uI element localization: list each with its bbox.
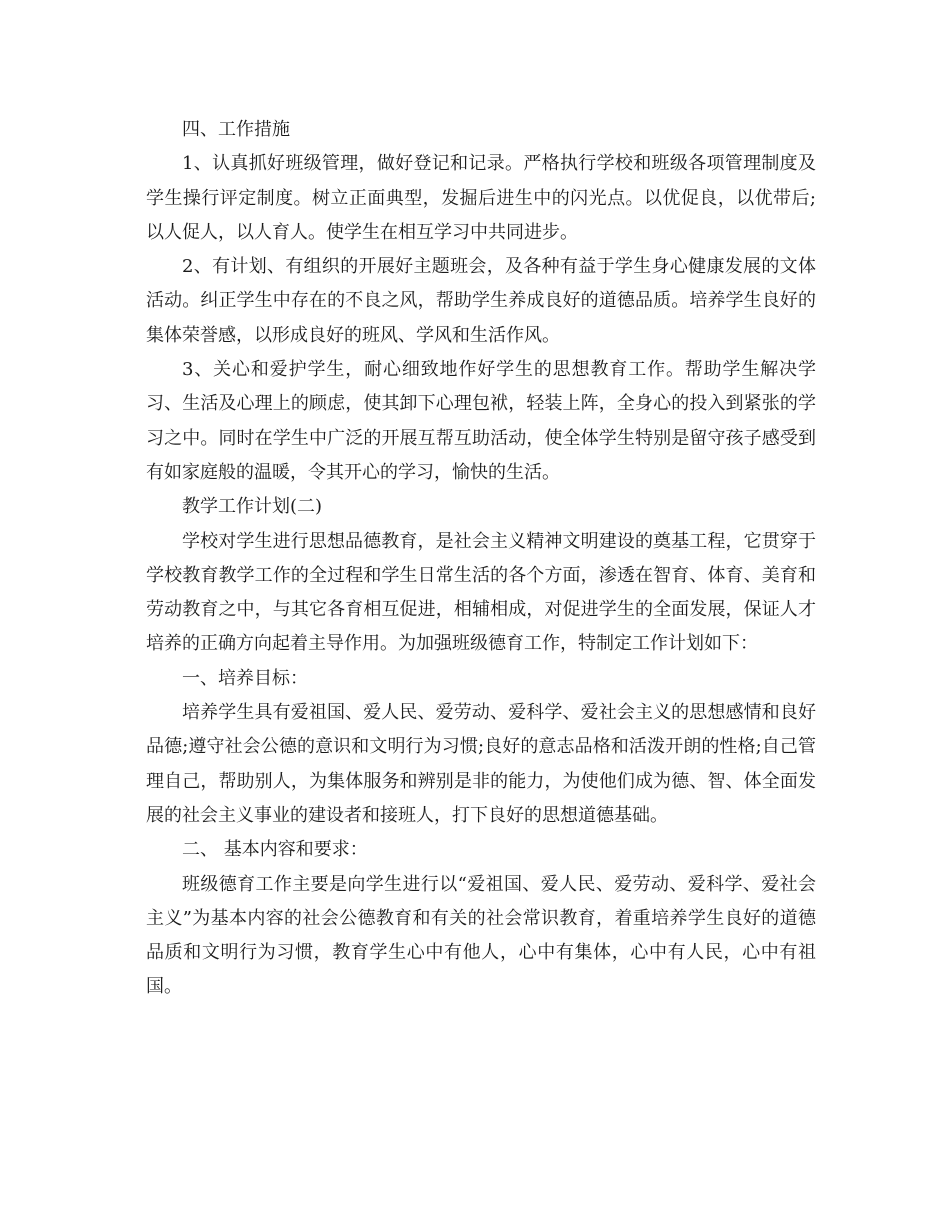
paragraph-measure-2: 2、有计划、有组织的开展好主题班会，及各种有益于学生身心健康发展的文体活动。纠正学生中存在的不良之风，帮助学生养成良好的道德品质。培养学生良好的集体荣誉感，以形成良好的班风、学风和生活作风。 — [146, 256, 816, 346]
section-heading-basic-content: 二、 基本内容和要求： — [182, 839, 368, 861]
paragraph-intro: 学校对学生进行思想品德教育，是社会主义精神文明建设的奠基工程，它贯穿于学校教育教学工作的全过程和学生日常生活的各个方面，渗透在智育、体育、美育和劳动教育之中，与其它各育相互促进，相辅相成，对促进学生的全面发展，保证人才培养的正确方向起着主导作用。为加强班级德育工作，特制定工作计划如下： — [146, 530, 816, 655]
paragraph-measure-1: 1、认真抓好班级管理，做好登记和记录。严格执行学校和班级各项管理制度及学生操行评定制度。树立正面典型，发掘后进生中的闪光点。以优促良，以优带后;以人促人，以人育人。使学生在相互学习中共同进步。 — [146, 153, 816, 243]
section-heading-teaching-plan-2: 教学工作计划(二) — [182, 496, 323, 518]
section-heading-work-measures: 四、工作措施 — [182, 119, 290, 140]
paragraph-training-goals: 培养学生具有爱祖国、爱人民、爱劳动、爱科学、爱社会主义的思想感情和良好品德;遵守社会公德的意识和文明行为习惯;良好的意志品格和活泼开朗的性格;自己管理自己，帮助别人，为集体服务和辨别是非的能力，为使他们成为德、智、体全面发展的社会主义事业的建设者和接班人，打下良好的思想道德基础。 — [146, 702, 816, 826]
paragraph-basic-content: 班级德育工作主要是向学生进行以“爱祖国、爱人民、爱劳动、爱科学、爱社会主义”为基本内容的社会公德教育和有关的社会常识教育，着重培养学生良好的道德品质和文明行为习惯，教育学生心中有他人，心中有集体，心中有人民，心中有祖国。 — [146, 873, 816, 998]
paragraph-measure-3: 3、关心和爱护学生，耐心细致地作好学生的思想教育工作。帮助学生解决学习、生活及心理上的顾虑，使其卸下心理包袱，轻装上阵，全身心的投入到紧张的学习之中。同时在学生中广泛的开展互帮互助活动，使全体学生特别是留守孩子感受到有如家庭般的温暖，令其开心的学习，愉快的生活。 — [146, 359, 816, 483]
section-heading-training-goals: 一、培养目标： — [182, 667, 308, 689]
document-page — [146, 113, 816, 1005]
